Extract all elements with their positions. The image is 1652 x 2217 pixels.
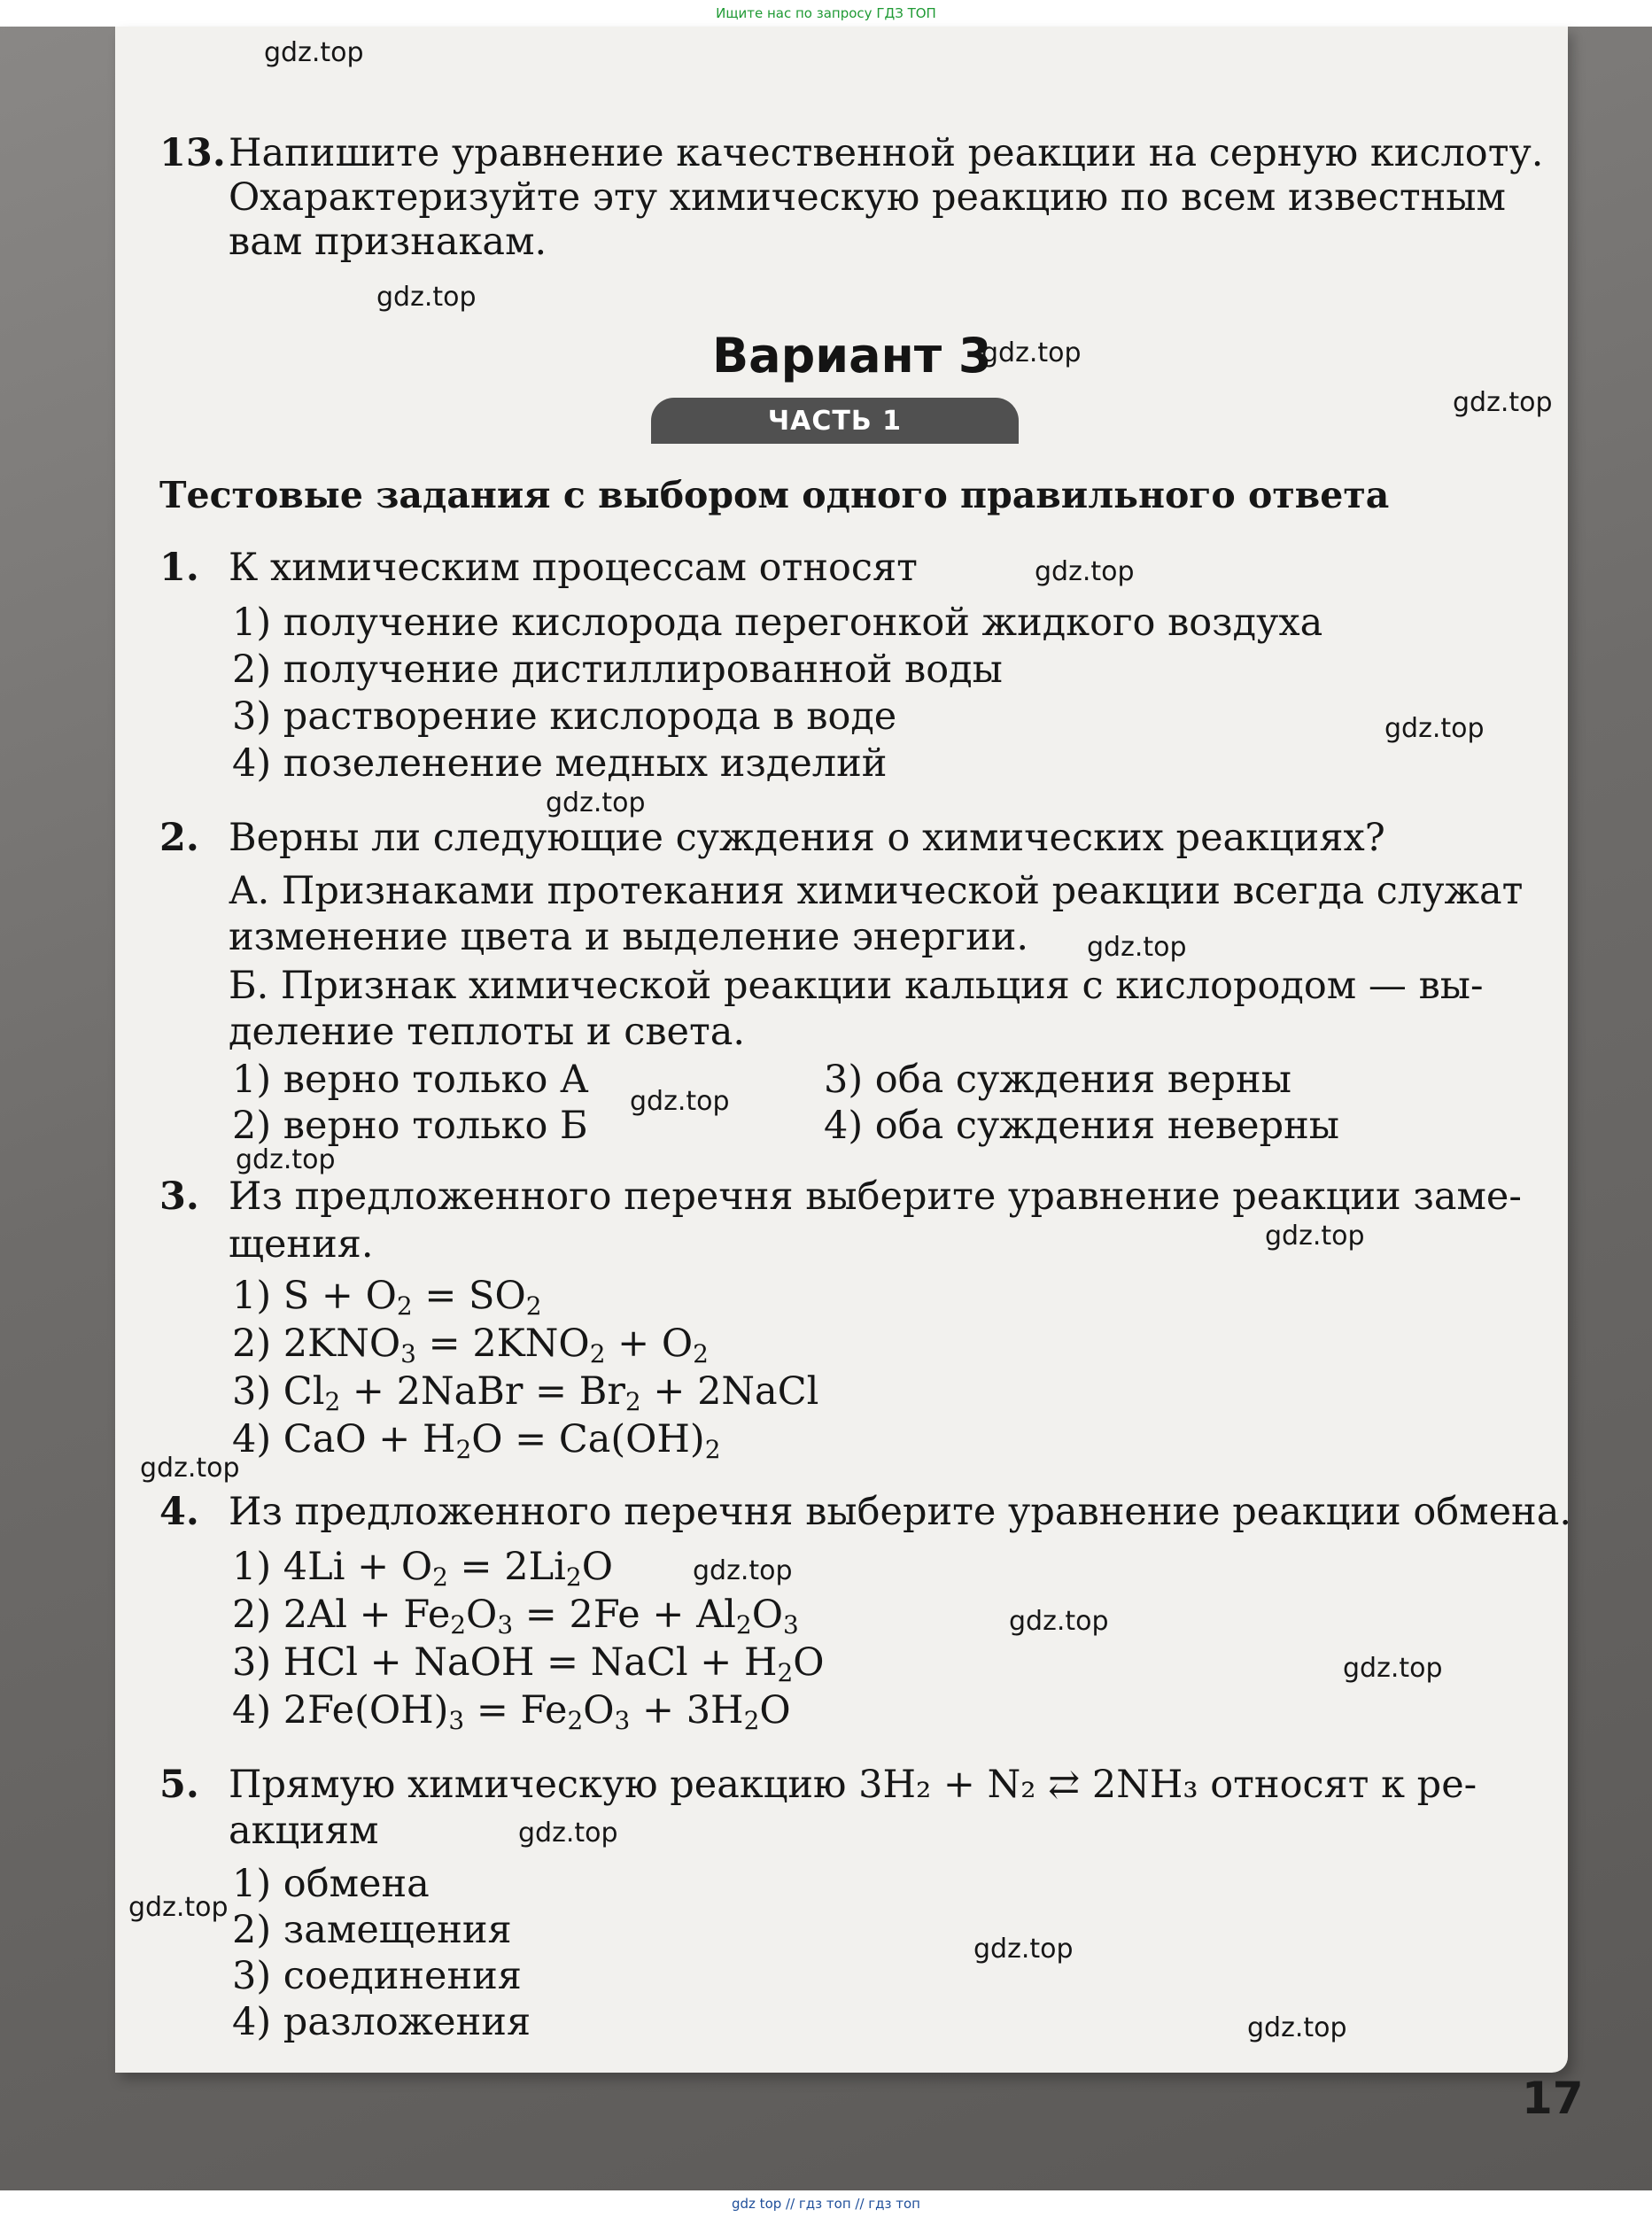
bottom-watermark: gdz top // гдз топ // гдз топ xyxy=(732,2196,920,2212)
q5-option-1: 1) обмена xyxy=(232,1862,430,1906)
watermark-gdz: gdz.top xyxy=(1343,1653,1443,1684)
variant-title: Вариант 3 xyxy=(712,328,992,384)
q1-option-2: 2) получение дистиллированной воды xyxy=(232,647,1003,692)
q4-text: Из предложенного перечня выберите уравнение реакции обмена. xyxy=(229,1490,1572,1534)
watermark-gdz: gdz.top xyxy=(981,337,1082,368)
watermark-gdz: gdz.top xyxy=(128,1892,229,1923)
watermark-gdz: gdz.top xyxy=(1035,556,1135,587)
watermark-gdz: gdz.top xyxy=(376,282,477,313)
q3-number: 3. xyxy=(159,1174,199,1219)
q5-option-4: 4) разложения xyxy=(232,2000,531,2044)
q5-line-1: Прямую химическую реакцию 3H₂ + N₂ ⇄ 2NH₃ относят к ре- xyxy=(229,1763,1477,1807)
watermark-gdz: gdz.top xyxy=(1247,2012,1347,2043)
q2-option-2: 2) верно только Б xyxy=(232,1104,588,1148)
q2-number: 2. xyxy=(159,816,199,860)
q4-option-3: 3) HCl + NaOH = NaCl + $H_2O$ xyxy=(232,1640,825,1687)
q3-option-2: 2) $2KNO_3 = 2KNO_2 + O_2$ xyxy=(232,1322,709,1368)
watermark-gdz: gdz.top xyxy=(518,1818,618,1849)
q5-line-2: акциям xyxy=(229,1809,379,1853)
q1-text: К химическим процессам относят xyxy=(229,546,918,590)
watermark-gdz: gdz.top xyxy=(1265,1221,1365,1252)
q13-number: 13. xyxy=(159,131,226,175)
q2-option-1: 1) верно только А xyxy=(232,1058,589,1102)
q1-option-1: 1) получение кислорода перегонкой жидкого воздуха xyxy=(232,601,1323,645)
q1-option-4: 4) позеленение медных изделий xyxy=(232,741,888,786)
q2-option-4: 4) оба суждения неверны xyxy=(824,1104,1340,1148)
q4-option-4: 4) $2Fe(OH)_3 = Fe_2O_3 + 3H_2O$ xyxy=(232,1688,791,1735)
q2-statement-a-2: изменение цвета и выделение энергии. xyxy=(229,915,1029,959)
q5-option-2: 2) замещения xyxy=(232,1908,512,1952)
q4-option-1: 1) $4Li + O_2 = 2Li_2O$ xyxy=(232,1545,613,1592)
q1-option-3: 3) растворение кислорода в воде xyxy=(232,694,897,739)
section-title: Тестовые задания с выбором одного правильного ответа xyxy=(159,474,1390,516)
watermark-gdz: gdz.top xyxy=(264,37,364,68)
q2-statement-b-1: Б. Признак химической реакции кальция с кислородом — вы- xyxy=(229,964,1484,1008)
q1-number: 1. xyxy=(159,546,199,590)
watermark-gdz: gdz.top xyxy=(140,1453,240,1484)
watermark-gdz: gdz.top xyxy=(630,1086,730,1117)
q2-statement-a-1: А. Признаками протекания химической реакции всегда служат xyxy=(229,869,1524,913)
watermark-gdz: gdz.top xyxy=(1087,932,1187,963)
watermark-gdz: gdz.top xyxy=(1384,713,1485,744)
watermark-gdz: gdz.top xyxy=(546,787,646,818)
part-banner: ЧАСТЬ 1 xyxy=(651,398,1019,444)
watermark-gdz: gdz.top xyxy=(693,1555,793,1586)
q13-line-1: Напишите уравнение качественной реакции на серную кислоту. xyxy=(229,131,1544,175)
watermark-gdz: gdz.top xyxy=(1453,387,1553,418)
q13-line-2: Охарактеризуйте эту химическую реакцию по всем известным xyxy=(229,175,1506,220)
top-watermark: Ищите нас по запросу ГДЗ ТОП xyxy=(716,5,936,21)
q3-option-1: 1) $S + O_2 = SO_2$ xyxy=(232,1274,542,1321)
q3-option-4: 4) CaO + $H_2O = Ca(OH)_2$ xyxy=(232,1417,721,1464)
q5-option-3: 3) соединения xyxy=(232,1954,522,1998)
q5-number: 5. xyxy=(159,1763,199,1807)
q3-line-2: щения. xyxy=(229,1222,374,1267)
q3-line-1: Из предложенного перечня выберите уравнение реакции заме- xyxy=(229,1174,1522,1219)
q2-option-3: 3) оба суждения верны xyxy=(824,1058,1291,1102)
watermark-gdz: gdz.top xyxy=(1009,1606,1109,1637)
watermark-gdz: gdz.top xyxy=(236,1144,336,1175)
q4-option-2: 2) $2Al + Fe_2O_3 = 2Fe + Al_2O_3$ xyxy=(232,1593,799,1639)
q3-option-3: 3) $Cl_2$ + 2NaBr = $Br_2$ + 2NaCl xyxy=(232,1369,819,1416)
q2-text: Верны ли следующие суждения о химических реакциях? xyxy=(229,816,1385,860)
q4-number: 4. xyxy=(159,1490,199,1534)
page-number: 17 xyxy=(1522,2073,1584,2124)
q13-line-3: вам признакам. xyxy=(229,220,547,264)
watermark-gdz: gdz.top xyxy=(973,1934,1074,1965)
q2-statement-b-2: деление теплоты и света. xyxy=(229,1010,746,1054)
